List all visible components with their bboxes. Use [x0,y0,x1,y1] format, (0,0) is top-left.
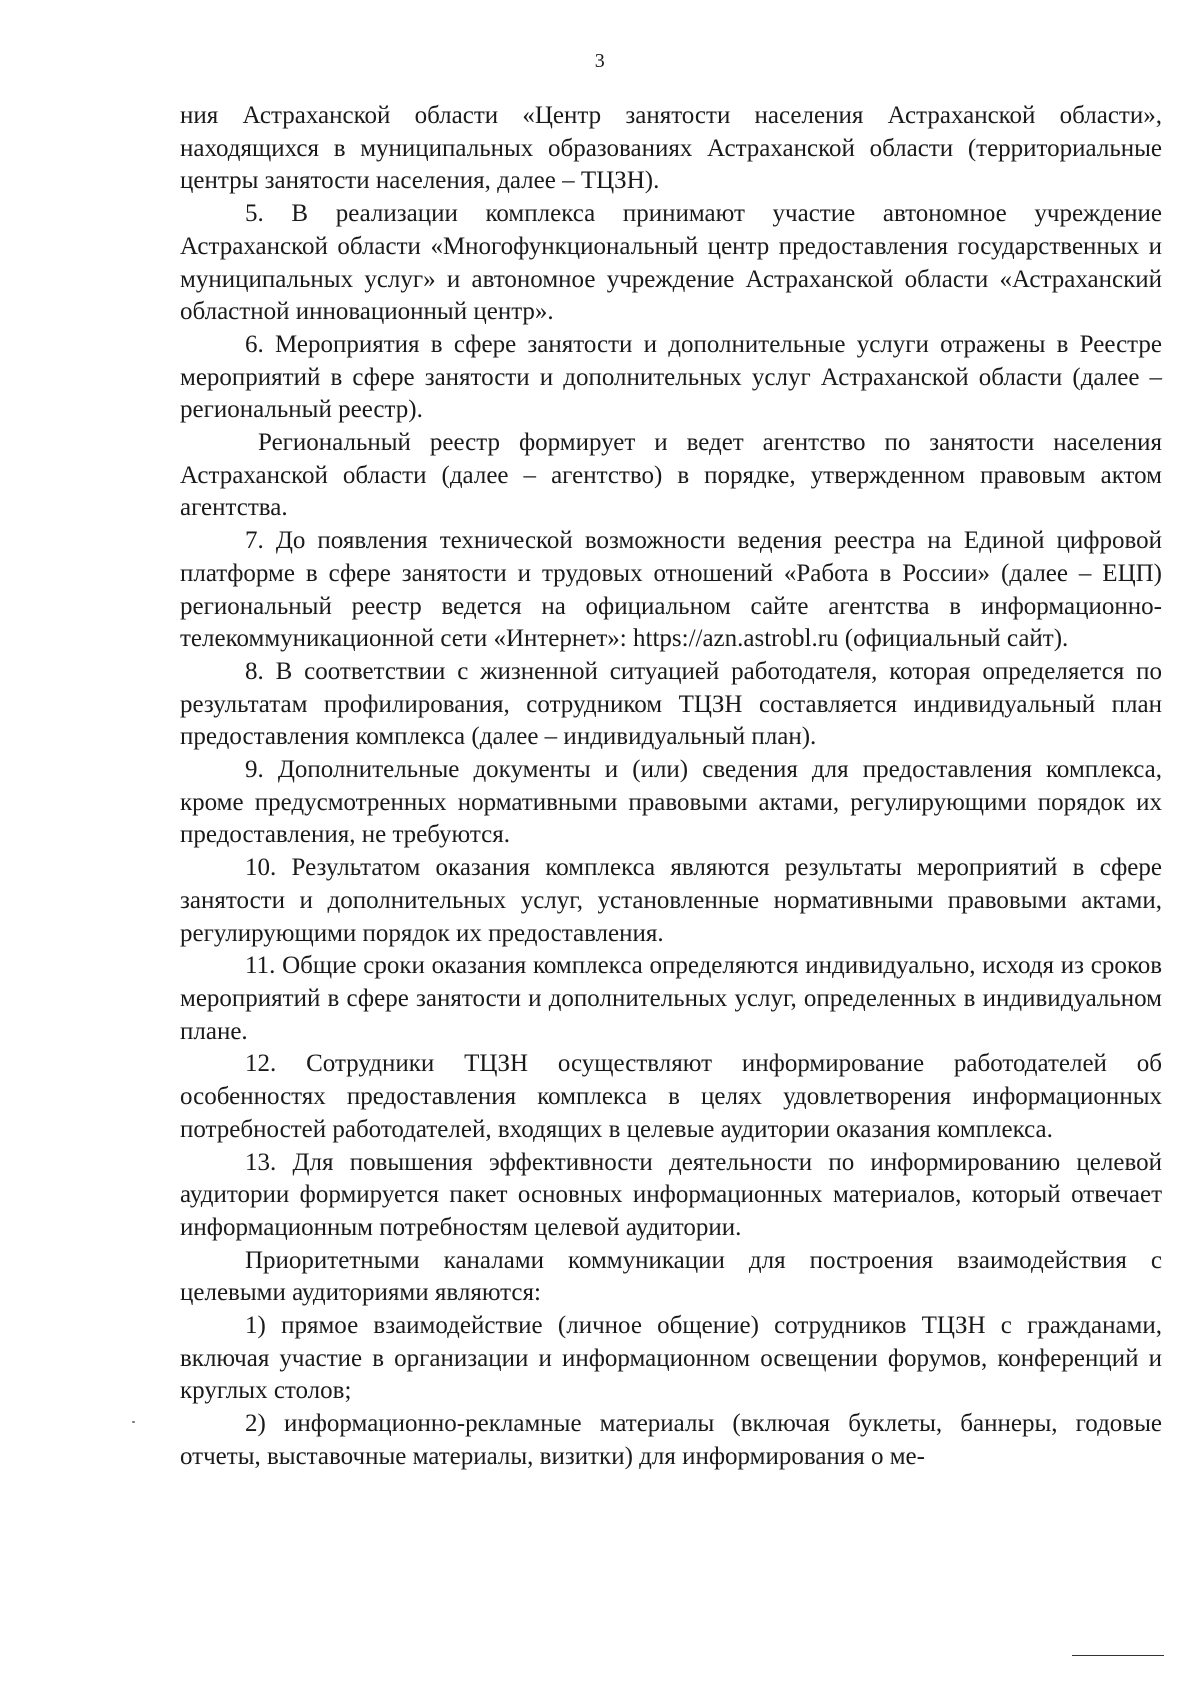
paragraph-6: 6. Мероприятия в сфере занятости и дополнительные услуги отражены в Реестре мероприятий в сфере занятости и дополнительных услуг Астраханской области (далее – региональный реестр). [180,330,1162,424]
document-body [180,100,1162,1474]
scan-speck [132,1421,135,1423]
paragraph-8: 8. В соответствии с жизненной ситуацией работодателя, которая определяется по результатам профилирования, сотрудником ТЦЗН составляется индивидуальный план предоставления комплекса (далее – индивидуальный план). [180,657,1162,751]
paragraph-7: 7. До появления технической возможности ведения реестра на Единой цифровой платформе в сфере занятости и трудовых отношений «Работа в России» (далее – ЕЦП) региональный реестр ведется на официальном сайте агентства в информационно-телекоммуникационной сети «Интернет»: https://azn.astrobl.ru (официальный сайт). [180,527,1162,653]
paragraph-continuation: ния Астраханской области «Центр занятости населения Астраханской области», находящихся в муниципальных образованиях Астраханской области (территориальные центры занятости населения, далее – ТЦЗН). [180,102,1162,195]
paragraph-12: 12. Сотрудники ТЦЗН осуществляют информирование работодателей об особенностях предоставления комплекса в целях удовлетворения информационных потребностей работодателей, входящих в целевые аудитории оказания комплекса. [180,1050,1162,1143]
paragraph-6-regional-registry: Региональный реестр формирует и ведет агентство по занятости населения Астраханской области (далее – агентство) в порядке, утвержденном правовым актом агентства. [180,429,1162,522]
list-item-2: 2) информационно-рекламные материалы (включая буклеты, баннеры, годовые отчеты, выставочные материалы, визитки) для информирования о ме- [180,1410,1162,1470]
paragraph-13-channels-intro: Приоритетными каналами коммуникации для построения взаимодействия с целевыми аудиториями являются: [180,1246,1162,1307]
paragraph-9: 9. Дополнительные документы и (или) сведения для предоставления комплекса, кроме предусмотренных нормативными правовыми актами, регулирующими порядок их предоставления, не требуются. [180,756,1162,849]
footer-rule [1072,1655,1164,1656]
paragraph-13: 13. Для повышения эффективности деятельности по информированию целевой аудитории формируется пакет основных информационных материалов, который отвечает информационным потребностям целевой аудитории. [180,1148,1162,1241]
paragraph-10: 10. Результатом оказания комплекса являются результаты мероприятий в сфере занятости и дополнительных услуг, установленные нормативными правовыми актами, регулирующими порядок их предоставления. [180,854,1162,947]
page-number: 3 [594,50,606,72]
list-item-1: 1) прямое взаимодействие (личное общение) сотрудников ТЦЗН с гражданами, включая участие в организации и информационном освещении форумов, конференций и круглых столов; [180,1312,1162,1405]
paragraph-5: 5. В реализации комплекса принимают участие автономное учреждение Астраханской области «Многофункциональный центр предоставления государственных и муниципальных услуг» и автономное учреждение Астраханской области «Астраханский областной инновационный центр». [180,200,1162,326]
paragraph-11: 11. Общие сроки оказания комплекса определяются индивидуально, исходя из сроков мероприятий в сфере занятости и дополнительных услуг, определенных в индивидуальном плане. [180,952,1162,1045]
